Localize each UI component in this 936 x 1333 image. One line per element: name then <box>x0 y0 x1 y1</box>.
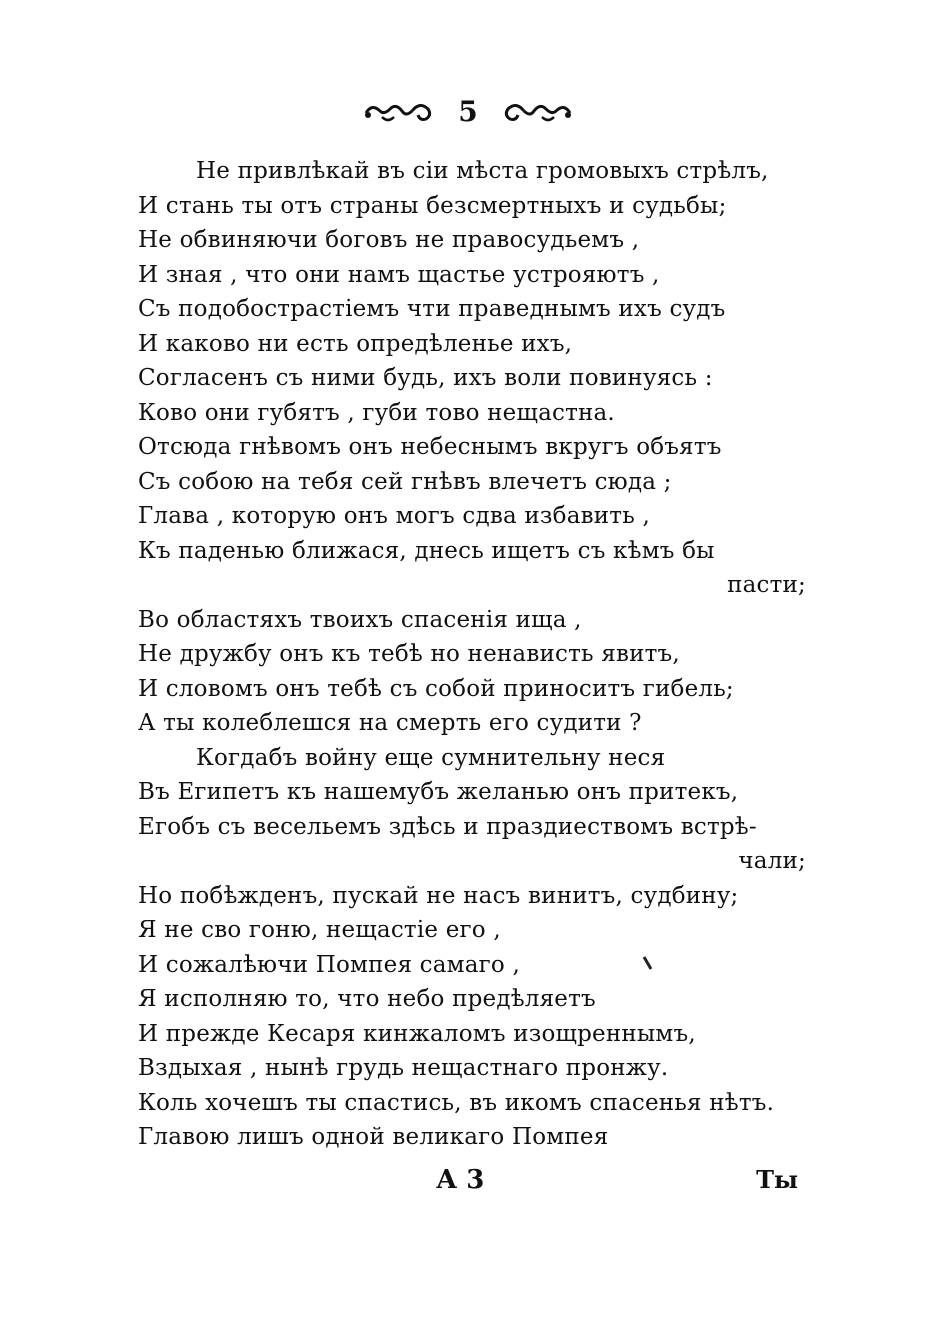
text-line: Во областяхъ твоихъ спасенія ища , <box>138 606 582 633</box>
text-line: Не дружбу онъ къ тебѣ но ненависть явитъ, <box>138 641 680 667</box>
text-line: И прежде Кесаря кинжаломъ изощреннымъ, <box>138 1020 696 1047</box>
text-line: Не привлѣкай въ сіи мѣста громовыхъ стрѣлъ, <box>196 158 769 184</box>
text-line: Вздыхая , нынѣ грудь нещастнаго пронжу. <box>138 1055 669 1081</box>
text-line: Съ подобострастіемъ чти праведнымъ ихъ судъ <box>138 296 726 322</box>
text-line: И каково ни есть опредѣленье ихъ, <box>138 330 573 357</box>
text-line: Но побѣжденъ, пускай не насъ винитъ, судбину; <box>138 882 739 909</box>
text-line-continuation: чали; <box>738 848 806 874</box>
text-line: Егобъ съ весельемъ здѣсь и праздиествомъ встрѣ- <box>138 813 757 840</box>
text-line: Въ Египетъ къ нашемубъ желанью онъ притекъ, <box>138 779 739 805</box>
text-line: Я исполняю то, что небо предѣляетъ <box>138 986 596 1012</box>
text-line: Коль хочешъ ты спастись, въ икомъ спасенья нѣтъ. <box>138 1089 775 1116</box>
page-header <box>0 92 936 132</box>
page-number: 5 <box>458 95 478 128</box>
page-footer <box>0 1162 936 1198</box>
text-line: Ково они губятъ , губи тово нещастна. <box>138 399 615 426</box>
text-line: Согласенъ съ ними будь, ихъ воли повинуясь : <box>138 365 713 391</box>
text-line: А ты колеблешся на смерть его судити ? <box>138 710 642 736</box>
text-line: Я не сво гоню, нещастіе его , <box>138 917 501 943</box>
text-line: И стань ты отъ страны безсмертныхъ и судьбы; <box>138 192 727 219</box>
text-line: Съ собою на тебя сей гнѣвъ влечетъ сюда ; <box>138 468 672 495</box>
text-line: И сожалѣючи Помпея самаго , <box>138 951 520 978</box>
text-line-continuation: пасти; <box>727 572 806 598</box>
text-line: Глава , которую онъ могъ сдва избавить , <box>138 503 650 529</box>
text-line: Не обвиняючи боговъ не правосудьемъ , <box>138 227 640 253</box>
left-ornament-icon <box>362 99 436 125</box>
text-line: Отсюда гнѣвомъ онъ небеснымъ вкругъ объятъ <box>138 434 722 460</box>
text-line: И словомъ онъ тебѣ съ собой приноситъ гибель; <box>138 675 734 702</box>
text-line: И зная , что они намъ щастье устрояютъ , <box>138 261 660 288</box>
right-ornament-icon <box>500 99 574 125</box>
text-line: Главою лишъ одной великаго Помпея <box>138 1124 609 1150</box>
poem-text <box>138 154 806 1155</box>
text-line: Къ паденью ближася, днесь ищетъ съ кѣмъ бы <box>138 537 715 564</box>
signature-mark: А 3 <box>436 1165 485 1195</box>
catchword: Ты <box>756 1165 798 1194</box>
text-line: Когдабъ войну еще сумнительну неся <box>196 744 666 771</box>
